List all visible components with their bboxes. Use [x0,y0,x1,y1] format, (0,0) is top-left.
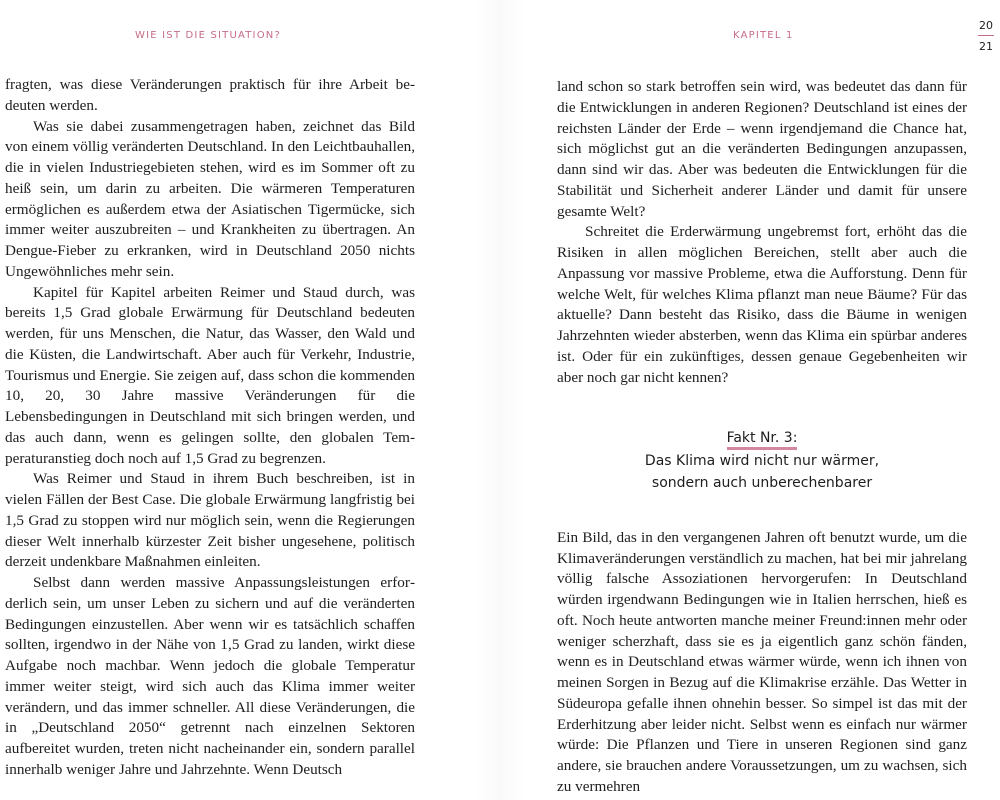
right-running-head: KAPITEL 1 [733,30,794,41]
paragraph: Was sie dabei zusammengetragen haben, zeichnet das Bild von einem völlig veränderten Deutschland. In den Leichtbauhallen, die in vielen Industriegebieten stehen, wird es im Sommer oft zu heiß sein, um darin zu arbeiten. Die wärmeren Temperaturen ermöglichen es außerdem etwa der Asiatischen Tigermücke, sich immer weiter auszubreiten – und Krankheiten zu übertragen. An Dengue-Fieber zu erkranken, wird in Deutschland 2050 nichts Ungewöhnliches mehr sein. [5,117,415,280]
page-numbers [978,19,994,53]
right-page-text [557,77,967,798]
paragraph: fragten, was diese Veränderungen praktisch für ihre Arbeit bedeuten werden. [5,76,415,114]
paragraph: Selbst dann werden massive Anpassungsleistungen erforderlich sein, um unser Leben zu sichern und auf die veränderten Bedingungen einzustellen. Aber wenn wir es tatsächlich schaffen sollten, irgendwo in der Nähe von 1,5 Grad zu landen, wirkt diese Aufgabe noch machbar. Wenn jedoch die globale Temperatur immer weiter steigt, wird sich auch das Klima immer weiter verändern, und das immer schneller. All diese Veränderungen, die in „Deutschland 2050“ getrennt nach einzelnen Sektoren aufbereitet wurden, treten nicht nacheinander ein, sondern parallel innerhalb weniger Jahre und Jahrzehnte. Wenn Deutsch [5,574,415,778]
fact-label: Fakt Nr. 3: [727,429,798,450]
fact-title-line-2: sondern auch unberechenbarer [651,475,873,491]
left-page-text [5,75,415,781]
paragraph: Was Reimer und Staud in ihrem Buch beschreiben, ist in vielen Fällen der Best Case. Die globale Erwärmung langfristig bei 1,5 Grad zu stoppen wird nur möglich sein, wenn die Regierungen dieser Welt innerhalb kürzester Zeit bisher ungesehene, politisch derzeit undenkbare Maßnahmen einleiten. [5,470,415,571]
left-running-head: WIE IST DIE SITUATION? [135,30,281,41]
paragraph: land schon so stark betroffen sein wird, was bedeutet das dann für die Entwicklungen in anderen Regionen? Deutschland ist eines der reichsten Länder der Erde – wenn irgendjemand die Chance hat, sich möglichst gut an die veränderten Bedingungen anzupassen, dann sind wir das. Aber was bedeuten die Entwicklungen für die Stabilität und Sicherheit anderer Länder und damit für unsere gesamte Welt? [557,78,967,220]
page-number-right: 21 [979,40,993,53]
paragraph: Schreitet die Erderwärmung ungebremst fort, erhöht das die Risiken in allen möglichen Bereichen, stellt aber auch die Anpassung vor massive Probleme, etwa die Aufforstung. Denn für welche Welt, für welches Klima pflanzt man neue Bäume? Für das aktuelle? Dann besteht das Risiko, dass die Bäume in wenigen Jahrzehnten wieder absterben, wenn das Klima ein spürbar anderes ist. Oder für ein zukünftiges, dessen genaue Gegebenheiten wir aber noch gar nicht kennen? [557,223,967,386]
fact-box [557,427,967,494]
paragraph: Kapitel für Kapitel arbeiten Reimer und Staud durch, was bereits 1,5 Grad globale Erwärmung für Deutschland bedeuten werden, für uns Menschen, die Natur, das Wasser, den Wald und die Küsten, die Landwirtschaft. Aber auch für Verkehr, Industrie, Tourismus und Energie. Sie zeigen auf, dass schon die kommenden 10, 20, 30 Jahre massive Veränderungen für die Lebensbedingungen in Deutschland mit sich bringen werden, und das auch dann, wenn es gelingen sollte, den globalen Temperaturanstieg doch noch auf 1,5 Grad zu begrenzen. [5,283,415,467]
page-number-left: 20 [979,19,993,32]
paragraph: Ein Bild, das in den vergangenen Jahren oft benutzt wurde, um die Klimaveränderungen verständlich zu machen, hat bei mir jahrelang völlig falsche Assoziationen hervorgerufen: In Deutschland würden irgendwann Bedingungen wie in Italien herrschen, hieß es oft. Noch heute antworten manche meiner Freund:innen mehr oder weniger scherzhaft, dass sie es ja eigentlich ganz schön fänden, wenn es in Deutschland etwas wärmer würde, wenn ich ihnen von meinen Sorgen in Bezug auf die Klimakrise erzähle. Das Wetter in Südeuropa gefalle ihnen ohnehin besser. So simpel ist das mit der Erderhitzung aber leider nicht. Selbst wenn es einfach nur wärmer würde: Die Pflanzen und Tiere in unseren Regionen sind ganz andere, sie brauchen andere Voraussetzungen, um zu wachsen, sich zu vermehren [557,528,967,795]
page-number-divider [978,35,994,36]
fact-title-line-1: Das Klima wird nicht nur wärmer, [644,453,880,470]
book-gutter [476,0,524,800]
